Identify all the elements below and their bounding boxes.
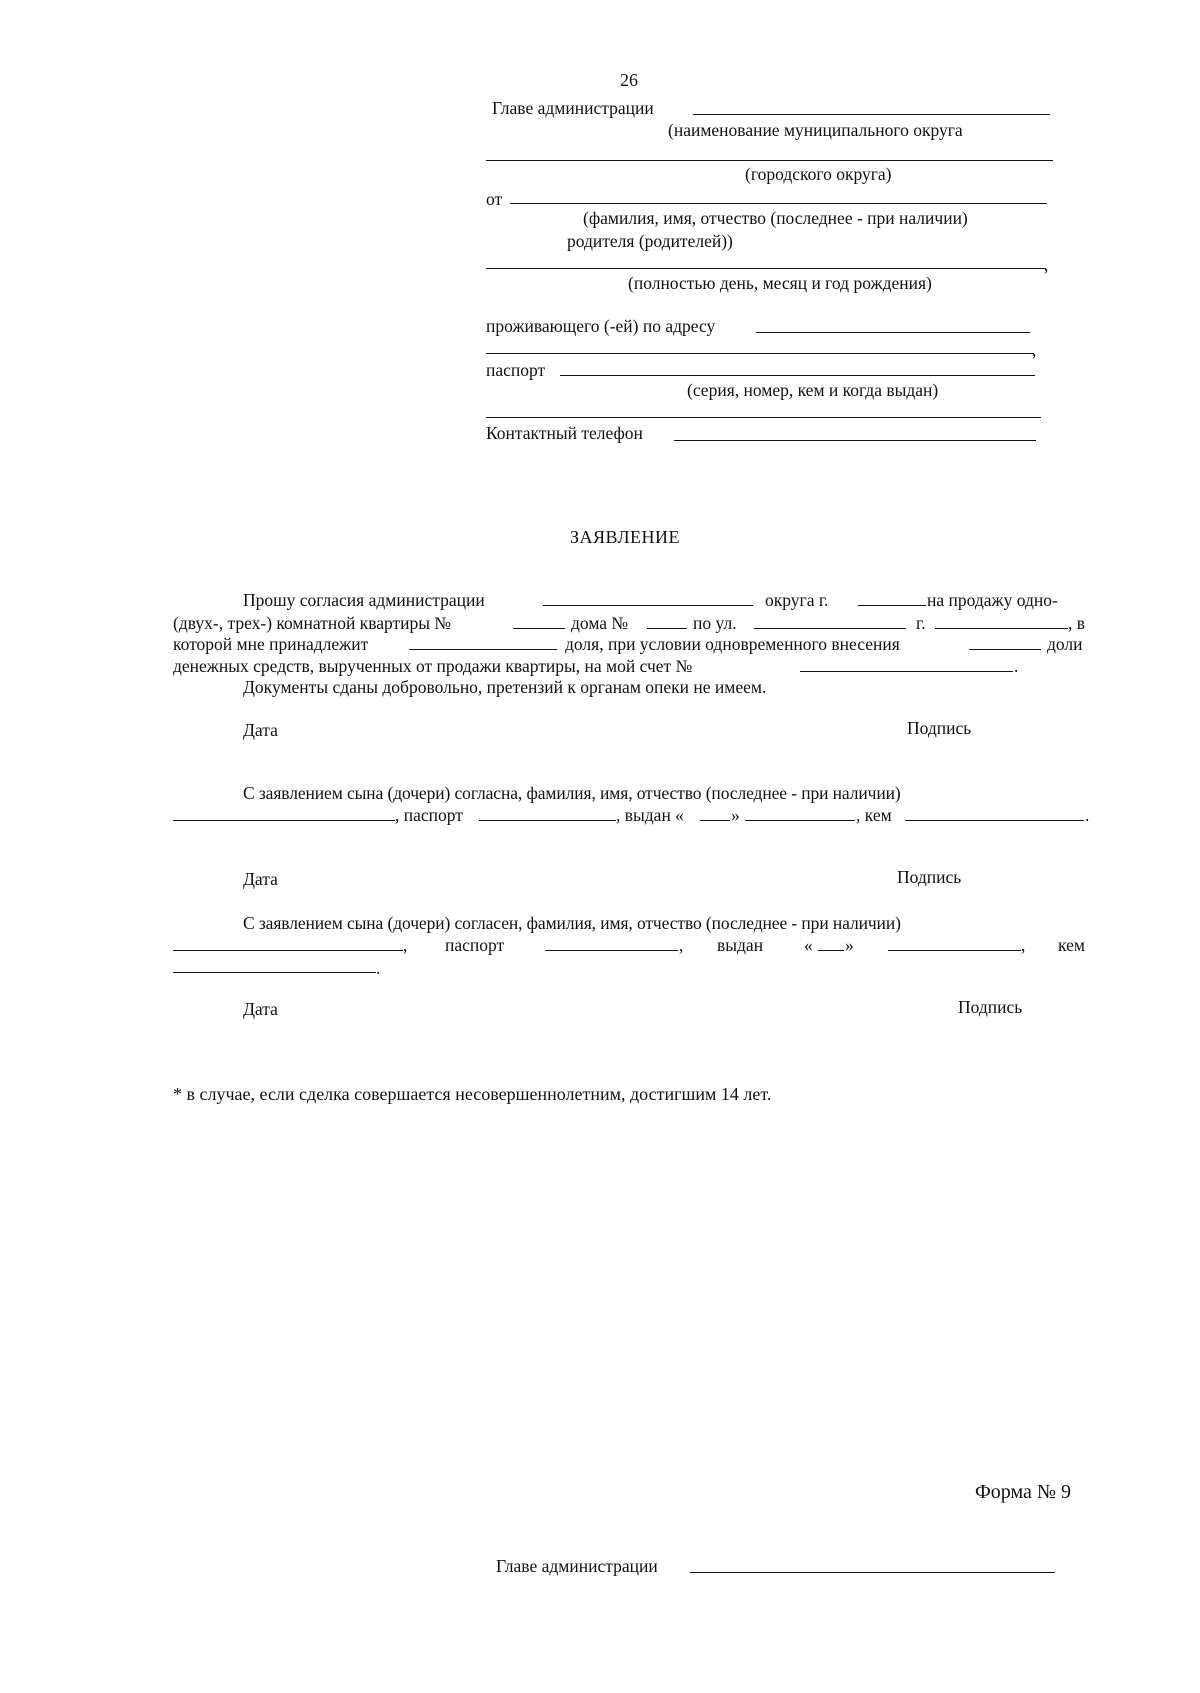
consent-text: С заявлением сына (дочери) согласен, фамилия, имя, отчество (последнее - при наличии) [243,913,901,933]
municipality-caption-2: (городского округа) [745,164,892,184]
consent-issued-month-field[interactable] [745,820,855,821]
consent-issuer-field[interactable] [173,972,376,973]
consent-fio-field[interactable] [173,950,403,951]
municipality-line[interactable] [486,160,1053,161]
consent-issued-date-field[interactable] [818,950,844,951]
passport-caption: (серия, номер, кем и когда выдан) [687,380,939,400]
signature-label: Подпись [907,718,972,738]
consent-fio-field[interactable] [173,820,395,821]
body-text: (двух-, трех-) комнатной квартиры № [173,613,452,633]
consent-text: С заявлением сына (дочери) согласна, фамилия, имя, отчество (последнее - при наличии) [243,783,901,803]
body-text: Прошу согласия администрации [243,590,485,610]
consent-text: , [679,935,684,955]
consent-text: . [376,958,381,978]
deposit-share-field[interactable] [969,649,1041,650]
body-text: которой мне принадлежит [173,634,369,654]
consent-text: « [804,935,813,955]
body-text: дома № [571,613,629,633]
consent-passport-field[interactable] [545,950,678,951]
body-text: . [1014,656,1019,676]
consent-text: , кем [856,805,892,825]
signature-label: Подпись [897,867,962,887]
passport-label: паспорт [486,360,546,380]
form-number: Форма № 9 [975,1481,1071,1503]
consent-issued-date-field[interactable] [700,820,730,821]
house-number-field[interactable] [647,628,687,629]
consent-issued-month-field[interactable] [888,950,1021,951]
next-form-head-line[interactable] [690,1572,1055,1573]
apartment-number-field[interactable] [513,628,565,629]
address-line-2[interactable] [486,353,1034,354]
consent-passport-field[interactable] [479,820,616,821]
street-field[interactable] [754,628,906,629]
date-label: Дата [243,720,278,740]
body-text: доля, при условии одновременного внесения [565,634,900,654]
body-text: г. [916,613,926,633]
body-text: , в [1068,613,1086,633]
consent-text: выдан [717,935,764,955]
birth-line[interactable] [486,268,1046,269]
passport-line-2[interactable] [486,417,1041,418]
phone-line[interactable] [674,440,1036,441]
fio-caption-2: родителя (родителей)) [567,231,733,251]
from-label: от [486,189,503,209]
fio-caption-1: (фамилия, имя, отчество (последнее - при наличии) [583,208,968,228]
city-field[interactable] [858,605,926,606]
next-form-to-head-label: Главе администрации [496,1556,658,1576]
document-title: ЗАЯВЛЕНИЕ [570,527,681,547]
city-field-2[interactable] [935,628,1068,629]
address-label: проживающего (-ей) по адресу [486,316,716,336]
birth-caption: (полностью день, месяц и год рождения) [628,273,932,293]
consent-text: , паспорт [395,805,463,825]
signature-label: Подпись [958,997,1023,1017]
consent-text: , выдан « [616,805,684,825]
head-name-line[interactable] [693,114,1050,115]
consent-text: . [1085,805,1090,825]
consent-text: паспорт [445,935,505,955]
footnote: * в случае, если сделка совершается несовершеннолетним, достигшим 14 лет. [173,1084,772,1104]
account-number-field[interactable] [800,671,1013,672]
consent-text: , [403,935,408,955]
consent-text: » [731,805,740,825]
consent-text: кем [1058,935,1085,955]
body-text: Документы сданы добровольно, претензий к органам опеки не имеем. [243,677,767,697]
municipality-caption-1: (наименование муниципального округа [668,120,963,140]
passport-line[interactable] [560,375,1035,376]
body-line-1 [243,590,485,610]
body-text: денежных средств, вырученных от продажи квартиры, на мой счет № [173,656,693,676]
birth-comma: , [1044,255,1049,275]
address-comma: , [1032,340,1037,360]
administration-field[interactable] [543,605,753,606]
consent-text: , [1021,935,1026,955]
body-text: доли [1047,634,1083,654]
from-line[interactable] [510,203,1047,204]
address-line-1[interactable] [756,332,1030,333]
body-text: по ул. [693,613,737,633]
date-label: Дата [243,869,278,889]
to-head-label: Главе администрации [492,98,654,118]
consent-text: » [845,935,854,955]
consent-issuer-field[interactable] [905,820,1084,821]
body-text: на продажу одно- [927,590,1058,610]
phone-label: Контактный телефон [486,423,643,443]
share-field[interactable] [409,649,557,650]
page-number: 26 [620,70,638,90]
body-text: округа г. [765,590,829,610]
date-label: Дата [243,999,278,1019]
